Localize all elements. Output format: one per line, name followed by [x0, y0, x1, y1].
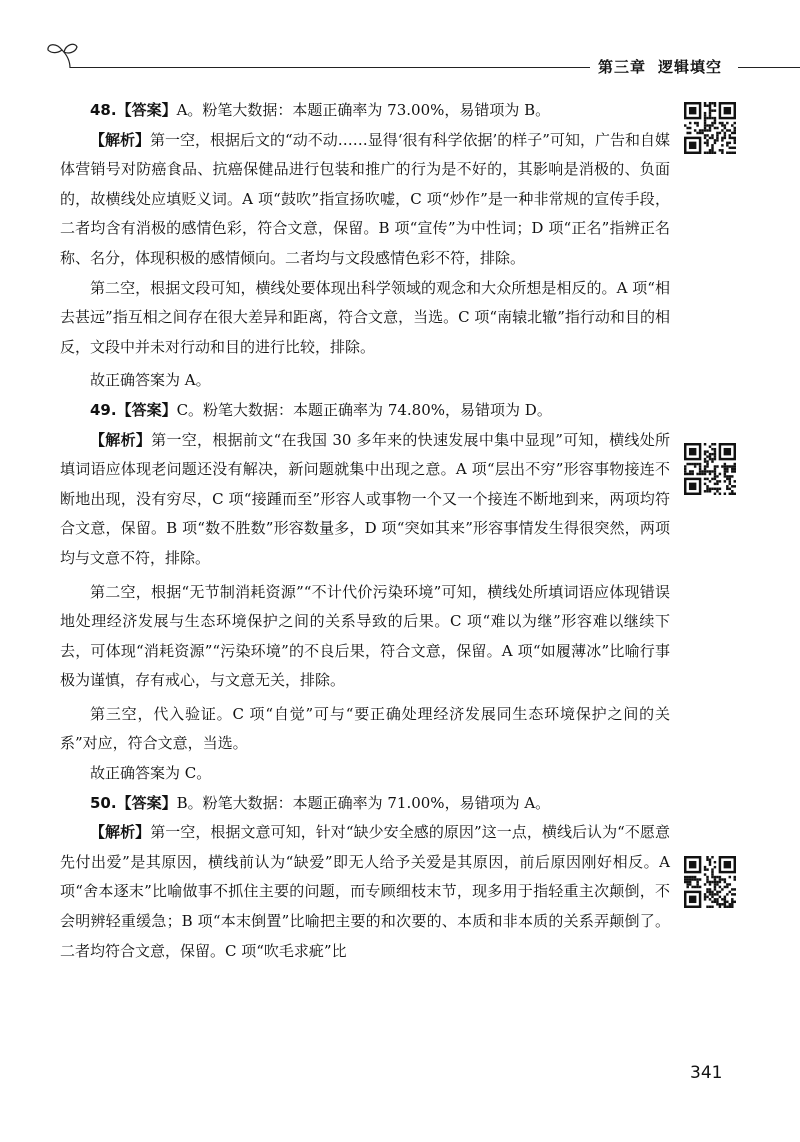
qr-code-icon[interactable]: [684, 856, 736, 908]
analysis-48-blank1: 【解析】第一空，根据后文的“动不动……显得‘很有科学依据’的样子”可知，广告和自媒体营销号对防癌食品、抗癌保健品进行包装和推广的行为是不好的，其影响是消极的、负面的，故横线处应填贬义词。A 项“鼓吹”指宣扬吹嘘，C 项“炒作”是一种非常规的宣传手段，二者均含有消极的感情色彩，符合文意，保留。B 项“宣传”为中性词；D 项“正名”指辨正名称、名分，体现积极的感情倾向。二者均与文段感情色彩不符，排除。: [60, 130, 670, 267]
analysis-50-blank1: 【解析】第一空，根据文意可知，针对“缺少安全感的原因”这一点，横线后认为“不愿意先付出爱”是其原因，横线前认为“缺爱”即无人给予关爱是其原因，前后原因刚好相反。A 项“舍本逐末”比喻做事不抓住主要的问题，而专顾细枝末节，现多用于指轻重主次颠倒，不会明辨轻重缓急；B 项“本末倒置”比喻把主要的和次要的、本质和非本质的关系弄颠倒了。二者均符合文意，保留。C 项“吹毛求疵”比: [60, 823, 670, 960]
answer-49: 49.【答案】C。粉笔大数据：本题正确率为 74.80%，易错项为 D。: [90, 400, 552, 419]
analysis-49-blank3: 第三空，代入验证。C 项“自觉”可与“要正确处理经济发展同生态环境保护之间的关系”对应，符合文意，当选。: [60, 704, 670, 753]
qr-code-icon[interactable]: [684, 102, 736, 154]
conclusion-49: 故正确答案为 C。: [90, 764, 212, 783]
page-number: 341: [690, 1063, 723, 1083]
analysis-tag: 【解析】: [90, 130, 151, 149]
qr-code-icon[interactable]: [684, 443, 736, 495]
sprout-icon: [44, 40, 80, 70]
analysis-tag: 【解析】: [90, 430, 152, 449]
answer-explanations: [60, 96, 670, 966]
chapter-title: [598, 56, 722, 77]
answer-tag: 50.【答案】: [90, 793, 177, 812]
header-rule-right: [738, 67, 800, 68]
answer-48: 48.【答案】A。粉笔大数据：本题正确率为 73.00%，易错项为 B。: [90, 101, 551, 119]
answer-50: 50.【答案】B。粉笔大数据：本题正确率为 71.00%，易错项为 A。: [90, 793, 551, 812]
header-rule: [70, 67, 590, 68]
answer-tag: 49.【答案】: [90, 400, 177, 419]
analysis-49-blank1: 【解析】第一空，根据前文“在我国 30 多年来的快速发展中集中显现”可知，横线处所填词语应体现老问题还没有解决，新问题就集中出现之意。A 项“层出不穷”形容事物接连不断地出现，没有穷尽，C 项“接踵而至”形容人或事物一个又一个接连不断地到来，两项均符合文意，保留。B 项“数不胜数”形容数量多，D 项“突如其来”形容事情发生得很突然，两项均与文意不符，排除。: [60, 430, 670, 567]
analysis-tag: 【解析】: [90, 823, 151, 842]
chapter-number: 第三章: [598, 58, 647, 76]
answer-tag: 48.【答案】: [90, 101, 177, 119]
chapter-name: 逻辑填空: [658, 58, 723, 76]
page-header: [0, 0, 800, 80]
analysis-48-blank2: 第二空，根据文段可知，横线处要体现出科学领域的观念和大众所想是相反的。A 项“相去甚远”指互相之间存在很大差异和距离，符合文意，当选。C 项“南辕北辙”指行动和目的相反，文段中并未对行动和目的进行比较，排除。: [60, 278, 670, 356]
analysis-49-blank2: 第二空，根据“无节制消耗资源”“不计代价污染环境”可知，横线处所填词语应体现错误地处理经济发展与生态环境保护之间的关系导致的后果。C 项“难以为继”形容难以继续下去，可体现“消耗资源”“污染环境”的不良后果，符合文意，保留。A 项“如履薄冰”比喻行事极为谨慎，存有戒心，与文意无关，排除。: [60, 582, 670, 690]
conclusion-48: 故正确答案为 A。: [90, 371, 211, 390]
